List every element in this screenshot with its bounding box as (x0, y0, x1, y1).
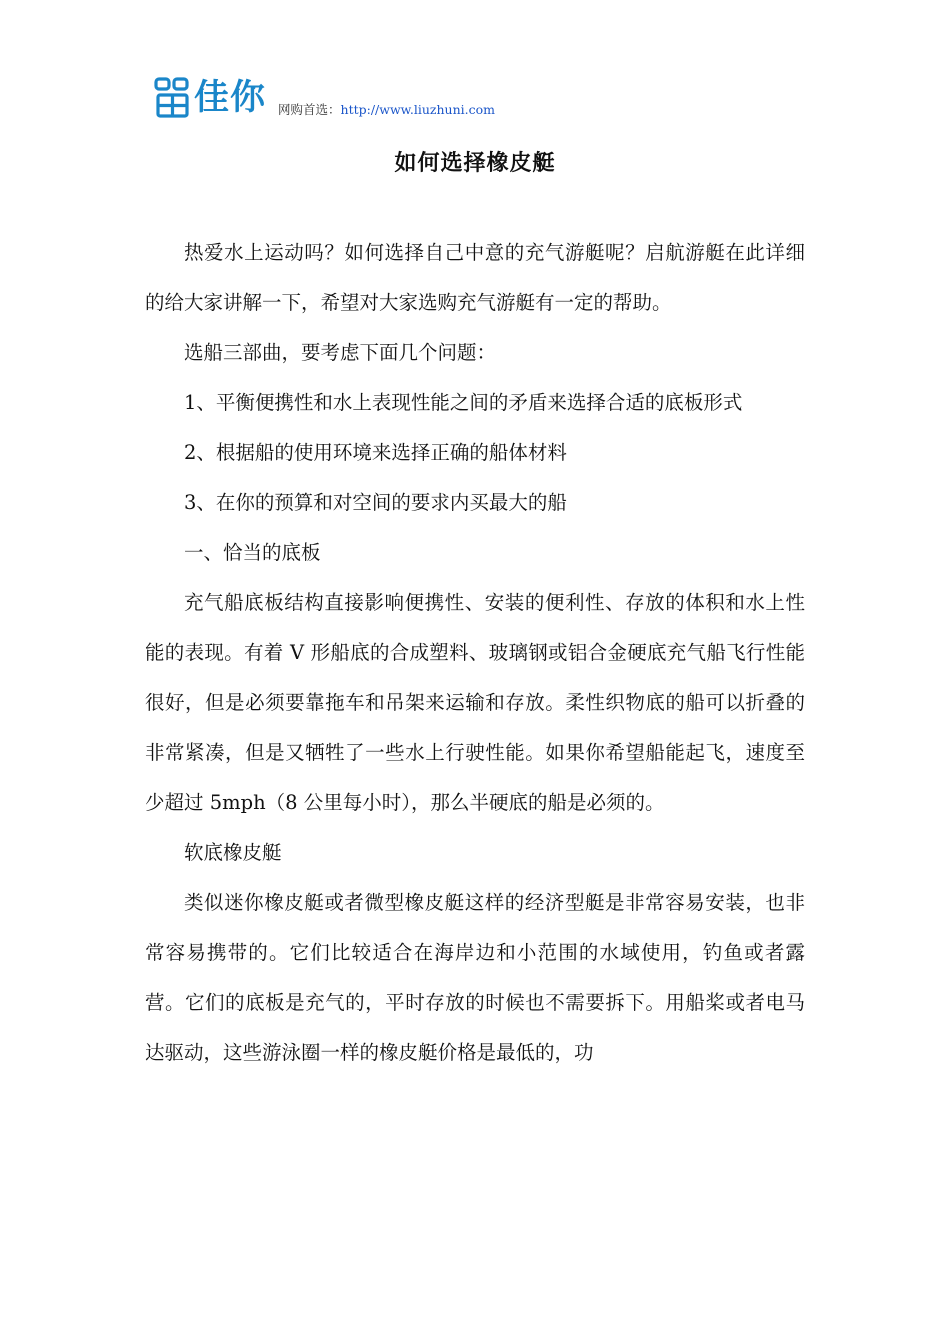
subheading-soft-floor: 软底橡皮艇 (184, 841, 282, 864)
logo[interactable] (152, 76, 266, 120)
site-url-link[interactable]: http://www.liuzhuni.com (340, 102, 495, 117)
section-heading-floor: 一、恰当的底板 (184, 541, 321, 564)
list-item-3: 3、在你的预算和对空间的要求内买最大的船 (184, 491, 567, 514)
list-item-1: 1、平衡便携性和水上表现性能之间的矛盾来选择合适的底板形式 (184, 391, 743, 414)
logo-text: 佳你 (194, 78, 267, 118)
tagline (278, 100, 495, 118)
paragraph-steps-intro: 选船三部曲，要考虑下面几个问题： (184, 341, 497, 364)
paragraph-intro: 热爱水上运动吗？如何选择自己中意的充气游艇呢？启航游艇在此详细的给大家讲解一下，希望对大家选购充气游艇有一定的帮助。 (145, 241, 805, 314)
document-body (145, 228, 805, 1078)
paragraph-soft-floor: 类似迷你橡皮艇或者微型橡皮艇这样的经济型艇是非常容易安装，也非常容易携带的。它们比较适合在海岸边和小范围的水域使用，钓鱼或者露营。它们的底板是充气的，平时存放的时候也不需要拆下。用船桨或者电马达驱动，这些游泳圈一样的橡皮艇价格是最低的，功 (145, 891, 805, 1064)
document-title: 如何选择橡皮艇 (394, 150, 556, 176)
tagline-label: 网购首选： (278, 102, 341, 117)
page-header (152, 64, 495, 120)
paragraph-floor: 充气船底板结构直接影响便携性、安装的便利性、存放的体积和水上性能的表现。有着 V 形船底的合成塑料、玻璃钢或铝合金硬底充气船飞行性能很好，但是必须要靠拖车和吊架来运输和存放。柔性织物底的船可以折叠的非常紧凑，但是又牺牲了一些水上行驶性能。如果你希望船能起飞，速度至少超过 5mph（8 公里每小时），那么半硬底的船是必须的。 (145, 591, 805, 814)
list-item-2: 2、根据船的使用环境来选择正确的船体材料 (184, 441, 567, 464)
logo-icon (152, 76, 192, 120)
